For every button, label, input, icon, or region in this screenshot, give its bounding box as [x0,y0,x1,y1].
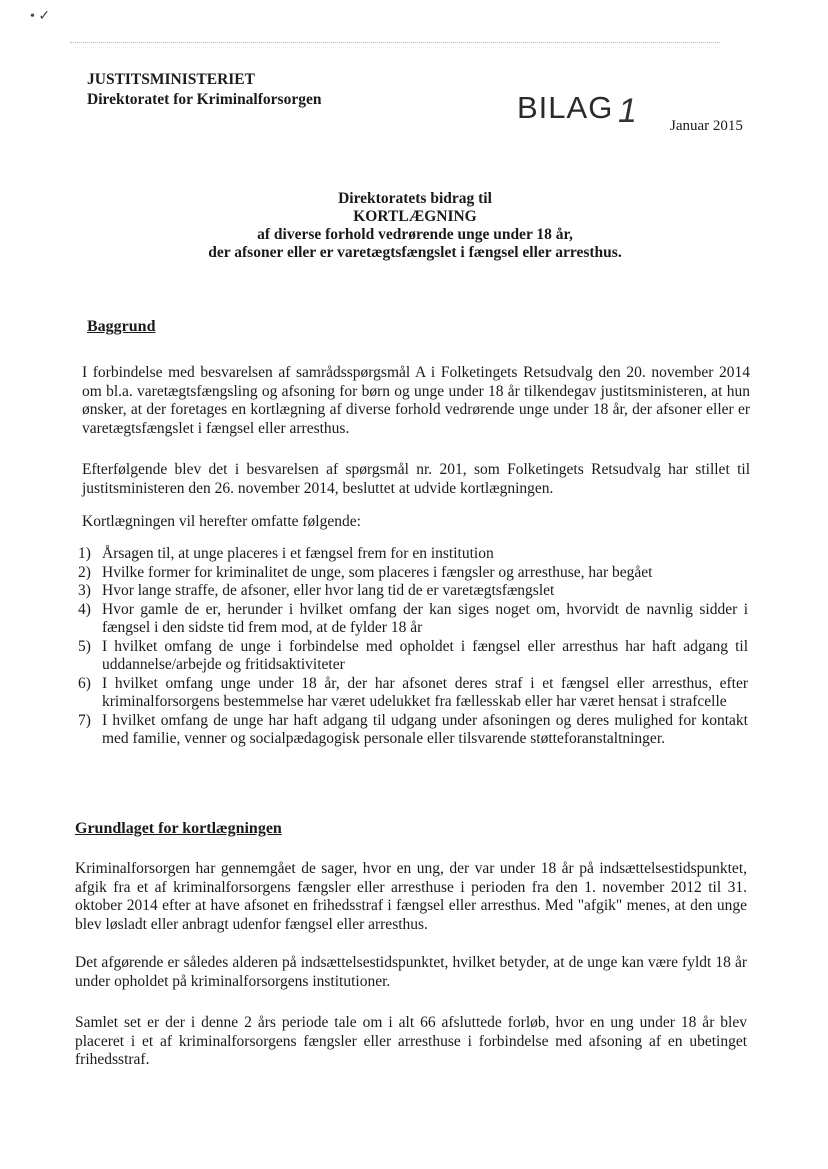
bilag-stamp: BILAG [517,90,614,125]
title-line-2: KORTLÆGNING [353,208,477,225]
list-item: 7) I hvilket omfang de unge har haft adgang til udgang under afsoningen og deres mulighed for kontakt med familie, venner og socialpædagogisk personale eller tilsvarende støtteforanstaltninger. [78,711,748,747]
list-item: 2) Hvilke former for kriminalitet de unge, som placeres i fængsler og arresthuse, har begået [78,563,653,581]
paragraph-grundlaget-1: Kriminalforsorgen har gennemgået de sager, hvor en ung, der var under 18 år på indsættelsestidspunktet, afgik fra et af kriminalforsorgens fængsler eller arresthuse i perioden fra den 1. november 2012 til 31. oktober 2014 efter at have afsonet en frihedsstraf i fængsel eller arresthus. Med "afgik" menes, at den unge blev løsladt eller anbragt udenfor fængsel eller arresthus. [75,860,747,933]
document-date: Januar 2015 [670,118,743,134]
list-item: 5) I hvilket omfang de unge i forbindelse med opholdet i fængsel eller arresthus har haft adgang til uddannelse/arbejde og fritidsaktiviteter [78,637,748,673]
kortlaegning-list [78,545,748,749]
list-item: 6) I hvilket omfang unge under 18 år, der har afsonet deres straf i et fængsel eller arresthus, efter kriminalforsorgens bestemmelse har været udelukket fra fællesskab eller har været hensat i strafcelle [78,674,748,710]
list-item: 4) Hvor gamle de er, herunder i hvilket omfang der kan siges noget om, hvorvidt de navnlig sidder i fængsel i den sidste tid frem mod, at de fylder 18 år [78,600,748,636]
letterhead [87,70,321,110]
bilag-number: 1 [618,92,637,130]
document-title [150,190,680,262]
scan-marks: • ✓ [30,9,51,24]
paragraph-baggrund-2: Efterfølgende blev det i besvarelsen af spørgsmål nr. 201, som Folketingets Retsudvalg har stillet til justitsministeren den 26. november 2014, besluttet at udvide kortlægningen. [82,461,750,497]
title-line-3: af diverse forhold vedrørende unge under 18 år, [257,226,573,243]
title-line-4: der afsoner eller er varetægtsfængslet i fængsel eller arresthus. [208,244,622,261]
section-heading-baggrund: Baggrund [87,318,156,335]
paragraph-baggrund-1: I forbindelse med besvarelsen af samrådsspørgsmål A i Folketingets Retsudvalg den 20. november 2014 om bl.a. varetægtsfængsling og afsoning for børn og unge under 18 år tilkendegav justitsministeren, at hun ønsker, at der foretages en kortlægning af diverse forhold vedrørende unge under 18 år, der afsoner eller er varetægtsfængslet i fængsel eller arresthus. [82,364,750,437]
scan-artifact-line [70,42,720,43]
ministry-name: JUSTITSMINISTERIET [87,71,255,88]
paragraph-grundlaget-3: Samlet set er der i denne 2 års periode tale om i alt 66 afsluttede forløb, hvor en ung under 18 år blev placeret i et af kriminalforsorgens fængsler eller arresthuse i forbindelse med afsoning af en ubetinget frihedsstraf. [75,1014,747,1068]
directorate-name: Direktoratet for Kriminalforsorgen [87,91,322,108]
title-line-1: Direktoratets bidrag til [338,190,492,207]
paragraph-baggrund-3: Kortlægningen vil herefter omfatte følgende: [82,513,361,530]
list-item: 1) Årsagen til, at unge placeres i et fængsel frem for en institution [78,545,494,562]
paragraph-grundlaget-2: Det afgørende er således alderen på indsættelsestidspunktet, hvilket betyder, at de unge kan være fyldt 18 år under opholdet på kriminalforsorgens institutioner. [75,954,747,990]
section-heading-grundlaget: Grundlaget for kortlægningen [75,820,282,837]
list-item: 3) Hvor lange straffe, de afsoner, eller hvor lang tid de er varetægtsfængslet [78,582,555,599]
